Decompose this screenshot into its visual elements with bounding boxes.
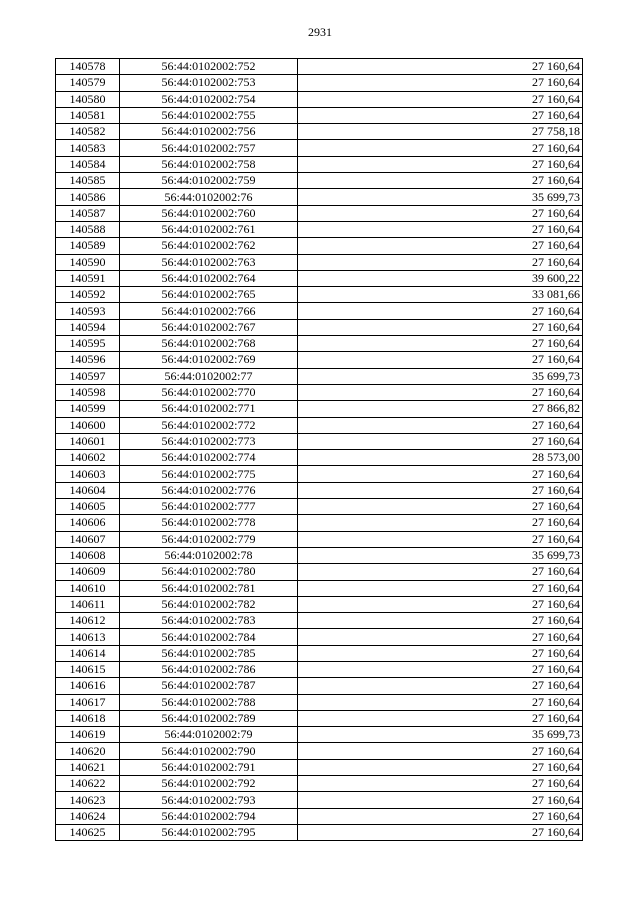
table-row: [56, 368, 583, 384]
row-number-cell: 140583: [56, 140, 120, 156]
cadastral-number-cell: 56:44:0102002:790: [120, 743, 298, 759]
cadastral-number-cell: 56:44:0102002:768: [120, 336, 298, 352]
cadastral-number-cell: 56:44:0102002:77: [120, 368, 298, 384]
row-number-cell: 140586: [56, 189, 120, 205]
cadastral-number-cell: 56:44:0102002:787: [120, 678, 298, 694]
row-number-cell: 140600: [56, 417, 120, 433]
cadastral-value-cell: 27 160,64: [298, 482, 583, 498]
table-row: [56, 466, 583, 482]
cadastral-value-table: [55, 58, 583, 841]
cadastral-number-cell: 56:44:0102002:780: [120, 564, 298, 580]
cadastral-value-cell: 35 699,73: [298, 368, 583, 384]
cadastral-value-cell: 27 160,64: [298, 319, 583, 335]
cadastral-value-cell: 39 600,22: [298, 270, 583, 286]
table-row: [56, 417, 583, 433]
cadastral-number-cell: 56:44:0102002:795: [120, 824, 298, 840]
row-number-cell: 140615: [56, 661, 120, 677]
row-number-cell: 140597: [56, 368, 120, 384]
cadastral-value-cell: 27 160,64: [298, 254, 583, 270]
cadastral-value-cell: 27 160,64: [298, 776, 583, 792]
cadastral-value-cell: 27 160,64: [298, 173, 583, 189]
cadastral-value-cell: 27 160,64: [298, 107, 583, 123]
row-number-cell: 140589: [56, 238, 120, 254]
row-number-cell: 140591: [56, 270, 120, 286]
cadastral-value-cell: 35 699,73: [298, 727, 583, 743]
table-row: [56, 678, 583, 694]
cadastral-number-cell: 56:44:0102002:767: [120, 319, 298, 335]
table-row: [56, 189, 583, 205]
cadastral-value-cell: 27 160,64: [298, 694, 583, 710]
cadastral-value-cell: 27 866,82: [298, 401, 583, 417]
cadastral-number-cell: 56:44:0102002:774: [120, 450, 298, 466]
row-number-cell: 140616: [56, 678, 120, 694]
cadastral-value-cell: 27 160,64: [298, 759, 583, 775]
row-number-cell: 140601: [56, 433, 120, 449]
table-row: [56, 59, 583, 75]
cadastral-number-cell: 56:44:0102002:783: [120, 613, 298, 629]
table-row: [56, 107, 583, 123]
row-number-cell: 140579: [56, 75, 120, 91]
cadastral-number-cell: 56:44:0102002:789: [120, 710, 298, 726]
cadastral-number-cell: 56:44:0102002:765: [120, 287, 298, 303]
cadastral-number-cell: 56:44:0102002:776: [120, 482, 298, 498]
table-row: [56, 792, 583, 808]
cadastral-number-cell: 56:44:0102002:773: [120, 433, 298, 449]
cadastral-number-cell: 56:44:0102002:786: [120, 661, 298, 677]
table-row: [56, 433, 583, 449]
table-row: [56, 645, 583, 661]
table-row: [56, 596, 583, 612]
cadastral-number-cell: 56:44:0102002:78: [120, 547, 298, 563]
row-number-cell: 140578: [56, 59, 120, 75]
cadastral-number-cell: 56:44:0102002:775: [120, 466, 298, 482]
cadastral-value-cell: 27 160,64: [298, 564, 583, 580]
table-row: [56, 401, 583, 417]
cadastral-value-cell: 27 160,64: [298, 613, 583, 629]
row-number-cell: 140580: [56, 91, 120, 107]
table-row: [56, 75, 583, 91]
cadastral-number-cell: 56:44:0102002:772: [120, 417, 298, 433]
cadastral-value-cell: 27 160,64: [298, 580, 583, 596]
table-row: [56, 450, 583, 466]
row-number-cell: 140593: [56, 303, 120, 319]
cadastral-value-cell: 27 160,64: [298, 91, 583, 107]
row-number-cell: 140588: [56, 221, 120, 237]
cadastral-number-cell: 56:44:0102002:762: [120, 238, 298, 254]
cadastral-value-cell: 27 160,64: [298, 678, 583, 694]
cadastral-value-cell: 27 160,64: [298, 499, 583, 515]
row-number-cell: 140609: [56, 564, 120, 580]
table-row: [56, 499, 583, 515]
cadastral-number-cell: 56:44:0102002:793: [120, 792, 298, 808]
cadastral-number-cell: 56:44:0102002:769: [120, 352, 298, 368]
cadastral-value-cell: 27 160,64: [298, 59, 583, 75]
table-row: [56, 531, 583, 547]
row-number-cell: 140614: [56, 645, 120, 661]
cadastral-number-cell: 56:44:0102002:781: [120, 580, 298, 596]
cadastral-value-cell: 27 160,64: [298, 336, 583, 352]
row-number-cell: 140595: [56, 336, 120, 352]
cadastral-number-cell: 56:44:0102002:792: [120, 776, 298, 792]
cadastral-number-cell: 56:44:0102002:756: [120, 124, 298, 140]
table-row: [56, 270, 583, 286]
cadastral-value-cell: 27 160,64: [298, 417, 583, 433]
table-row: [56, 140, 583, 156]
row-number-cell: 140602: [56, 450, 120, 466]
table-row: [56, 613, 583, 629]
row-number-cell: 140611: [56, 596, 120, 612]
cadastral-value-cell: 27 160,64: [298, 140, 583, 156]
cadastral-number-cell: 56:44:0102002:753: [120, 75, 298, 91]
cadastral-number-cell: 56:44:0102002:759: [120, 173, 298, 189]
row-number-cell: 140590: [56, 254, 120, 270]
table-row: [56, 776, 583, 792]
table-row: [56, 319, 583, 335]
table-row: [56, 482, 583, 498]
cadastral-number-cell: 56:44:0102002:785: [120, 645, 298, 661]
row-number-cell: 140618: [56, 710, 120, 726]
cadastral-value-cell: 35 699,73: [298, 547, 583, 563]
cadastral-value-cell: 27 160,64: [298, 205, 583, 221]
row-number-cell: 140596: [56, 352, 120, 368]
cadastral-number-cell: 56:44:0102002:758: [120, 156, 298, 172]
table-row: [56, 661, 583, 677]
cadastral-value-cell: 35 699,73: [298, 189, 583, 205]
row-number-cell: 140581: [56, 107, 120, 123]
cadastral-value-cell: 27 160,64: [298, 75, 583, 91]
row-number-cell: 140617: [56, 694, 120, 710]
cadastral-value-cell: 27 160,64: [298, 515, 583, 531]
cadastral-value-cell: 27 160,64: [298, 384, 583, 400]
cadastral-value-cell: 27 160,64: [298, 645, 583, 661]
row-number-cell: 140621: [56, 759, 120, 775]
cadastral-value-cell: 27 160,64: [298, 661, 583, 677]
cadastral-number-cell: 56:44:0102002:760: [120, 205, 298, 221]
row-number-cell: 140585: [56, 173, 120, 189]
cadastral-number-cell: 56:44:0102002:79: [120, 727, 298, 743]
cadastral-value-cell: 27 160,64: [298, 433, 583, 449]
cadastral-number-cell: 56:44:0102002:766: [120, 303, 298, 319]
row-number-cell: 140622: [56, 776, 120, 792]
cadastral-value-cell: 27 160,64: [298, 596, 583, 612]
table-row: [56, 303, 583, 319]
row-number-cell: 140613: [56, 629, 120, 645]
row-number-cell: 140592: [56, 287, 120, 303]
cadastral-number-cell: 56:44:0102002:778: [120, 515, 298, 531]
cadastral-number-cell: 56:44:0102002:794: [120, 808, 298, 824]
table-row: [56, 91, 583, 107]
cadastral-number-cell: 56:44:0102002:784: [120, 629, 298, 645]
table-row: [56, 727, 583, 743]
row-number-cell: 140620: [56, 743, 120, 759]
table-row: [56, 547, 583, 563]
table-row: [56, 254, 583, 270]
row-number-cell: 140623: [56, 792, 120, 808]
cadastral-number-cell: 56:44:0102002:777: [120, 499, 298, 515]
table-row: [56, 824, 583, 840]
cadastral-number-cell: 56:44:0102002:770: [120, 384, 298, 400]
table-row: [56, 564, 583, 580]
cadastral-number-cell: 56:44:0102002:782: [120, 596, 298, 612]
row-number-cell: 140608: [56, 547, 120, 563]
table-row: [56, 694, 583, 710]
cadastral-value-cell: 27 160,64: [298, 238, 583, 254]
row-number-cell: 140584: [56, 156, 120, 172]
table-row: [56, 221, 583, 237]
row-number-cell: 140594: [56, 319, 120, 335]
cadastral-number-cell: 56:44:0102002:757: [120, 140, 298, 156]
table-row: [56, 743, 583, 759]
table-row: [56, 580, 583, 596]
table-row: [56, 384, 583, 400]
cadastral-number-cell: 56:44:0102002:752: [120, 59, 298, 75]
cadastral-number-cell: 56:44:0102002:771: [120, 401, 298, 417]
table-row: [56, 156, 583, 172]
row-number-cell: 140598: [56, 384, 120, 400]
cadastral-number-cell: 56:44:0102002:788: [120, 694, 298, 710]
row-number-cell: 140619: [56, 727, 120, 743]
cadastral-value-cell: 33 081,66: [298, 287, 583, 303]
cadastral-value-cell: 27 160,64: [298, 221, 583, 237]
cadastral-value-cell: 27 758,18: [298, 124, 583, 140]
cadastral-value-cell: 27 160,64: [298, 466, 583, 482]
cadastral-value-cell: 27 160,64: [298, 792, 583, 808]
row-number-cell: 140599: [56, 401, 120, 417]
cadastral-number-cell: 56:44:0102002:791: [120, 759, 298, 775]
table-body: [56, 59, 583, 841]
cadastral-value-cell: 27 160,64: [298, 352, 583, 368]
table-row: [56, 287, 583, 303]
row-number-cell: 140587: [56, 205, 120, 221]
cadastral-number-cell: 56:44:0102002:779: [120, 531, 298, 547]
row-number-cell: 140603: [56, 466, 120, 482]
row-number-cell: 140610: [56, 580, 120, 596]
table-row: [56, 352, 583, 368]
table-row: [56, 238, 583, 254]
cadastral-number-cell: 56:44:0102002:764: [120, 270, 298, 286]
cadastral-value-cell: 27 160,64: [298, 808, 583, 824]
row-number-cell: 140624: [56, 808, 120, 824]
row-number-cell: 140605: [56, 499, 120, 515]
cadastral-number-cell: 56:44:0102002:761: [120, 221, 298, 237]
cadastral-value-cell: 27 160,64: [298, 743, 583, 759]
page-number: 2931: [308, 25, 332, 39]
row-number-cell: 140607: [56, 531, 120, 547]
table-row: [56, 629, 583, 645]
cadastral-number-cell: 56:44:0102002:763: [120, 254, 298, 270]
row-number-cell: 140604: [56, 482, 120, 498]
cadastral-number-cell: 56:44:0102002:755: [120, 107, 298, 123]
cadastral-value-cell: 27 160,64: [298, 629, 583, 645]
row-number-cell: 140606: [56, 515, 120, 531]
row-number-cell: 140612: [56, 613, 120, 629]
cadastral-value-cell: 28 573,00: [298, 450, 583, 466]
table-row: [56, 710, 583, 726]
table-row: [56, 173, 583, 189]
row-number-cell: 140625: [56, 824, 120, 840]
table-row: [56, 515, 583, 531]
cadastral-value-cell: 27 160,64: [298, 303, 583, 319]
cadastral-value-cell: 27 160,64: [298, 156, 583, 172]
cadastral-value-cell: 27 160,64: [298, 531, 583, 547]
cadastral-number-cell: 56:44:0102002:76: [120, 189, 298, 205]
cadastral-number-cell: 56:44:0102002:754: [120, 91, 298, 107]
table-row: [56, 808, 583, 824]
cadastral-value-cell: 27 160,64: [298, 824, 583, 840]
table-row: [56, 205, 583, 221]
row-number-cell: 140582: [56, 124, 120, 140]
table-row: [56, 124, 583, 140]
table-row: [56, 759, 583, 775]
table-row: [56, 336, 583, 352]
cadastral-value-cell: 27 160,64: [298, 710, 583, 726]
